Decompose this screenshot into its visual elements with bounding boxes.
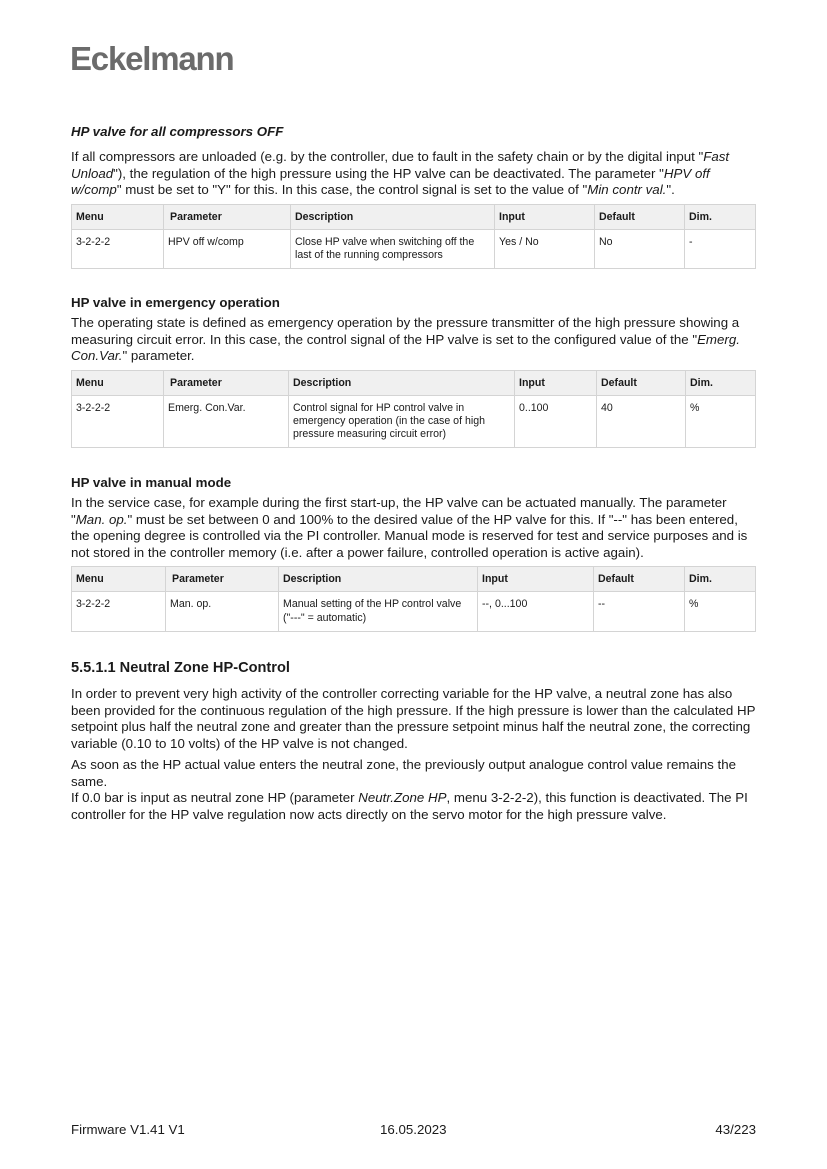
col-header-input: Input: [478, 567, 594, 592]
cell-parameter: Emerg. Con.Var.: [164, 395, 289, 448]
col-header-description: Description: [289, 370, 515, 395]
col-header-default: Default: [597, 370, 686, 395]
section-heading-manual: HP valve in manual mode: [71, 475, 232, 491]
paragraph-neutral-zone-3: [71, 790, 757, 823]
cell-parameter: Man. op.: [166, 592, 279, 632]
paragraph-manual: [71, 495, 757, 561]
italic-term: Man. op.: [75, 511, 128, 527]
text-run: " must be set to "Y" for this. In this case, the control signal is set to the value of ": [116, 182, 588, 197]
col-header-description: Description: [279, 567, 478, 592]
text-run: If all compressors are unloaded (e.g. by the controller, due to fault in the safety chain or by the digital input ": [71, 149, 704, 164]
italic-term: Emerg. Con.Var.: [71, 331, 740, 364]
text-run: " must be set between 0 and 100% to the desired value of the HP valve for this. If "--" has been entered, the opening degree is controlled via the PI controller. Manual mode is reserved for test and service purposes and is not stored in the controller memory (i.e. after a power failure, controlled operation is active again).: [71, 511, 748, 560]
col-header-description: Description: [291, 204, 495, 229]
eckelmann-logo: Eckelmann: [70, 40, 234, 77]
col-header-dim: Dim.: [685, 204, 756, 229]
section-title-neutral-zone: 5.5.1.1 Neutral Zone HP-Control: [71, 660, 290, 677]
section-heading-hpv-off: HP valve for all compressors OFF: [71, 124, 284, 139]
col-header-default: Default: [594, 567, 685, 592]
col-header-menu: Menu: [72, 204, 164, 229]
page-content: [71, 124, 757, 823]
cell-menu: 3-2-2-2: [72, 592, 166, 632]
col-header-dim: Dim.: [686, 370, 756, 395]
paragraph-neutral-zone-2: [71, 757, 757, 790]
parameter-table-hpv-off: [71, 204, 756, 270]
table-header-row: [72, 370, 756, 395]
col-header-input: Input: [495, 204, 595, 229]
col-header-dim: Dim.: [685, 567, 756, 592]
table-row: [72, 229, 756, 269]
footer-page-number: 43/223: [715, 1122, 756, 1137]
table-row: [72, 592, 756, 632]
cell-input: Yes / No: [495, 229, 595, 269]
col-header-parameter: Parameter: [164, 204, 291, 229]
cell-menu: 3-2-2-2: [72, 229, 164, 269]
cell-menu: 3-2-2-2: [72, 395, 164, 448]
text-run: In order to prevent very high activity of the controller correcting variable for the HP valve, a neutral zone has also been provided for the continuous regulation of the high pressure. If the high pressure is lower than the calculated HP setpoint plus half the neutral zone and greater than the pressure setpoint minus half the neutral zone, the correcting variable (0.10 to 10 volts) of the HP valve is not changed.: [71, 686, 756, 751]
table-row: [72, 395, 756, 448]
text-run: The operating state is defined as emergency operation by the pressure transmitter of the high pressure showing a measuring circuit error. In this case, the control signal of the HP valve is set to the configured value of the ": [71, 315, 740, 347]
paragraph-hpv-off: [71, 149, 757, 199]
cell-description: Close HP valve when switching off the last of the running compressors: [291, 229, 495, 269]
italic-term: Neutr.Zone HP: [358, 790, 447, 806]
paragraph-neutral-zone-1: [71, 686, 757, 752]
col-header-parameter: Parameter: [166, 567, 279, 592]
italic-term: Fast Unload: [71, 149, 730, 181]
col-header-input: Input: [515, 370, 597, 395]
cell-description: Control signal for HP control valve in emergency operation (in the case of high pressure measuring circuit error): [289, 395, 515, 448]
section-heading-emergency: HP valve in emergency operation: [71, 295, 280, 311]
cell-input: 0..100: [515, 395, 597, 448]
text-run: "), the regulation of the high pressure using the HP valve can be deactivated. The parameter ": [113, 165, 664, 181]
cell-default: 40: [597, 395, 686, 448]
paragraph-emergency: [71, 315, 757, 365]
text-run: " parameter.: [122, 348, 195, 364]
table-header-row: [72, 204, 756, 229]
text-run: , menu 3-2-2-2), this function is deactivated. The PI controller for the HP valve regulation now acts directly on the servo motor for the high pressure valve.: [71, 790, 748, 822]
cell-default: --: [594, 592, 685, 632]
footer-firmware: Firmware V1.41 V1: [71, 1122, 185, 1137]
italic-term: Min contr val.: [587, 182, 667, 197]
col-header-default: Default: [595, 204, 685, 229]
text-run: If 0.0 bar is input as neutral zone HP (parameter: [71, 790, 359, 806]
cell-dim: -: [685, 229, 756, 269]
footer-date: 16.05.2023: [380, 1122, 447, 1137]
text-run: ".: [666, 182, 675, 197]
cell-description: Manual setting of the HP control valve ("---" = automatic): [279, 592, 478, 632]
cell-default: No: [595, 229, 685, 269]
col-header-menu: Menu: [72, 370, 164, 395]
cell-dim: %: [685, 592, 756, 632]
col-header-menu: Menu: [72, 567, 166, 592]
parameter-table-manual: [71, 566, 756, 632]
table-header-row: [72, 567, 756, 592]
italic-term: HPV off w/comp: [71, 165, 710, 197]
cell-input: --, 0...100: [478, 592, 594, 632]
parameter-table-emergency: [71, 370, 756, 449]
cell-dim: %: [686, 395, 756, 448]
cell-parameter: HPV off w/comp: [164, 229, 291, 269]
col-header-parameter: Parameter: [164, 370, 289, 395]
text-run: In the service case, for example during the first start-up, the HP valve can be actuated manually. The parameter ": [71, 495, 727, 527]
text-run: As soon as the HP actual value enters the neutral zone, the previously output analogue control value remains the same.: [71, 757, 737, 789]
